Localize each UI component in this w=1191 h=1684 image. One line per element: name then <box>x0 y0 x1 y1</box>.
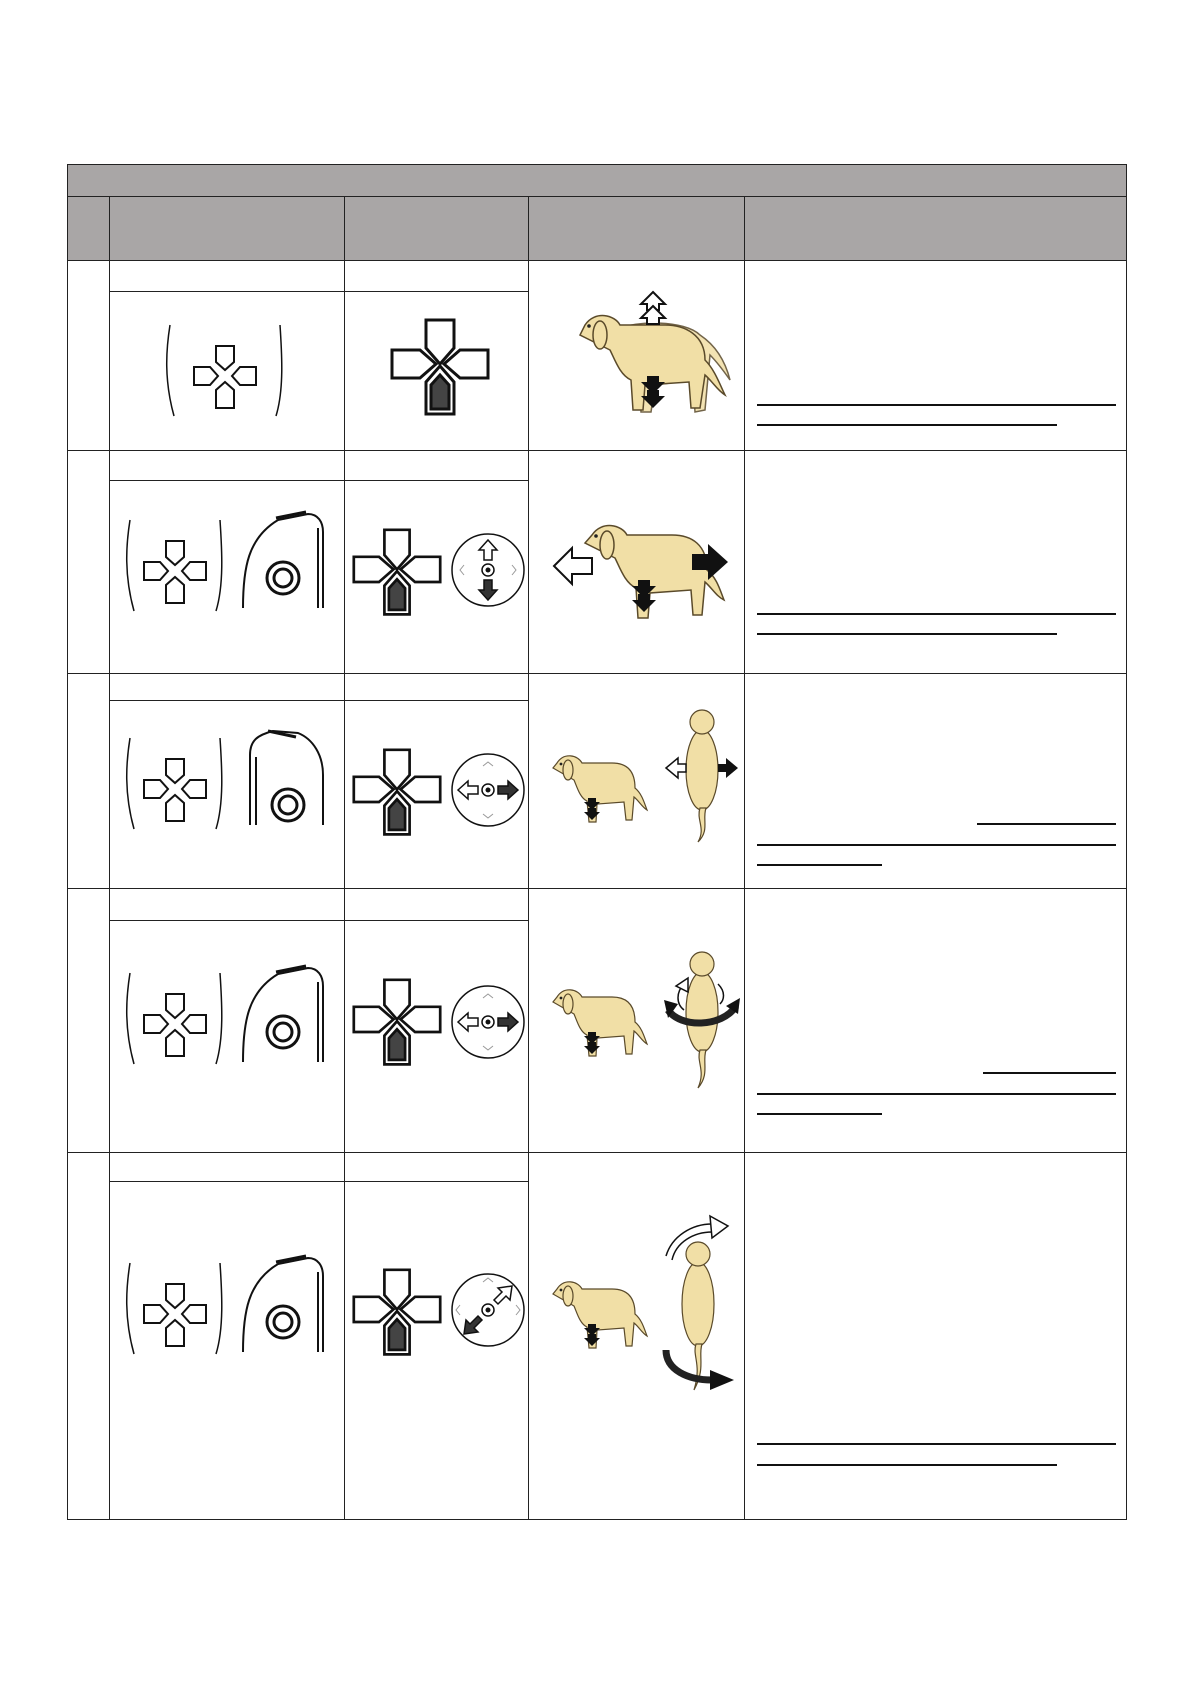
joystick-left-right-icon <box>450 752 526 828</box>
joystick-controller-icon <box>238 508 333 613</box>
desc-underline-1a <box>757 404 1116 406</box>
col-divider-3 <box>528 196 529 1520</box>
row-divider-3 <box>67 888 1127 889</box>
dpad-controller-icon <box>120 733 230 833</box>
dpad-down-pressed-icon <box>352 978 442 1068</box>
dpad-controller-icon <box>120 1258 230 1358</box>
desc-underline-2a <box>757 613 1116 615</box>
desc-underline-3c <box>757 864 882 866</box>
row-divider-1 <box>67 450 1127 451</box>
dpad-controller-icon <box>120 968 230 1068</box>
row-divider-2 <box>67 673 1127 674</box>
dog-side-small-illustration <box>532 972 652 1062</box>
dpad-down-pressed-icon <box>352 1268 442 1358</box>
joystick-up-down-icon <box>450 532 526 608</box>
col-divider-1 <box>109 196 110 1520</box>
table-border-right <box>1126 164 1127 1520</box>
table-title-bar <box>67 164 1126 196</box>
desc-underline-2b <box>757 633 1057 635</box>
dog-side-small-illustration <box>532 738 652 828</box>
desc-underline-5b <box>757 1464 1057 1466</box>
dog-side-small-illustration <box>532 1264 652 1354</box>
row-divider-4 <box>67 1152 1127 1153</box>
desc-underline-4a <box>983 1072 1116 1074</box>
joystick-diagonal-icon <box>450 1272 526 1348</box>
dpad-controller-icon <box>120 515 230 615</box>
subrow-divider-3 <box>109 700 528 701</box>
table-border-top <box>67 164 1127 165</box>
desc-underline-5a <box>757 1443 1116 1445</box>
desc-underline-1b <box>757 424 1057 426</box>
joystick-left-right-icon <box>450 984 526 1060</box>
subrow-divider-4 <box>109 920 528 921</box>
subrow-divider-1 <box>109 291 528 292</box>
column-header-row <box>67 196 1126 260</box>
table-border-bottom <box>67 1519 1127 1520</box>
dpad-down-pressed-icon <box>352 748 442 838</box>
subrow-divider-2 <box>109 480 528 481</box>
desc-underline-3b <box>757 844 1116 846</box>
joystick-controller-icon <box>238 1252 333 1357</box>
desc-underline-4c <box>757 1113 882 1115</box>
col-divider-4 <box>744 196 745 1520</box>
dog-side-forward-back-illustration <box>552 500 732 625</box>
divider <box>67 196 1127 197</box>
desc-underline-3a <box>977 823 1116 825</box>
table-border-left <box>67 164 68 1520</box>
dpad-down-pressed-icon <box>352 528 442 618</box>
subrow-divider-5 <box>109 1181 528 1182</box>
dog-top-shift-sideways-illustration <box>662 700 742 845</box>
dog-top-turn-diagonal-illustration <box>658 1214 740 1396</box>
col-divider-2 <box>344 196 345 1520</box>
dpad-down-pressed-icon <box>390 318 490 418</box>
row-divider-0 <box>67 260 1127 261</box>
joystick-controller-icon <box>238 962 333 1067</box>
dpad-controller-icon <box>160 320 290 420</box>
desc-underline-4b <box>757 1093 1116 1095</box>
joystick-controller-icon <box>238 725 333 830</box>
dog-top-rotate-illustration <box>662 942 742 1092</box>
dog-side-raise-lower-illustration <box>545 290 735 420</box>
